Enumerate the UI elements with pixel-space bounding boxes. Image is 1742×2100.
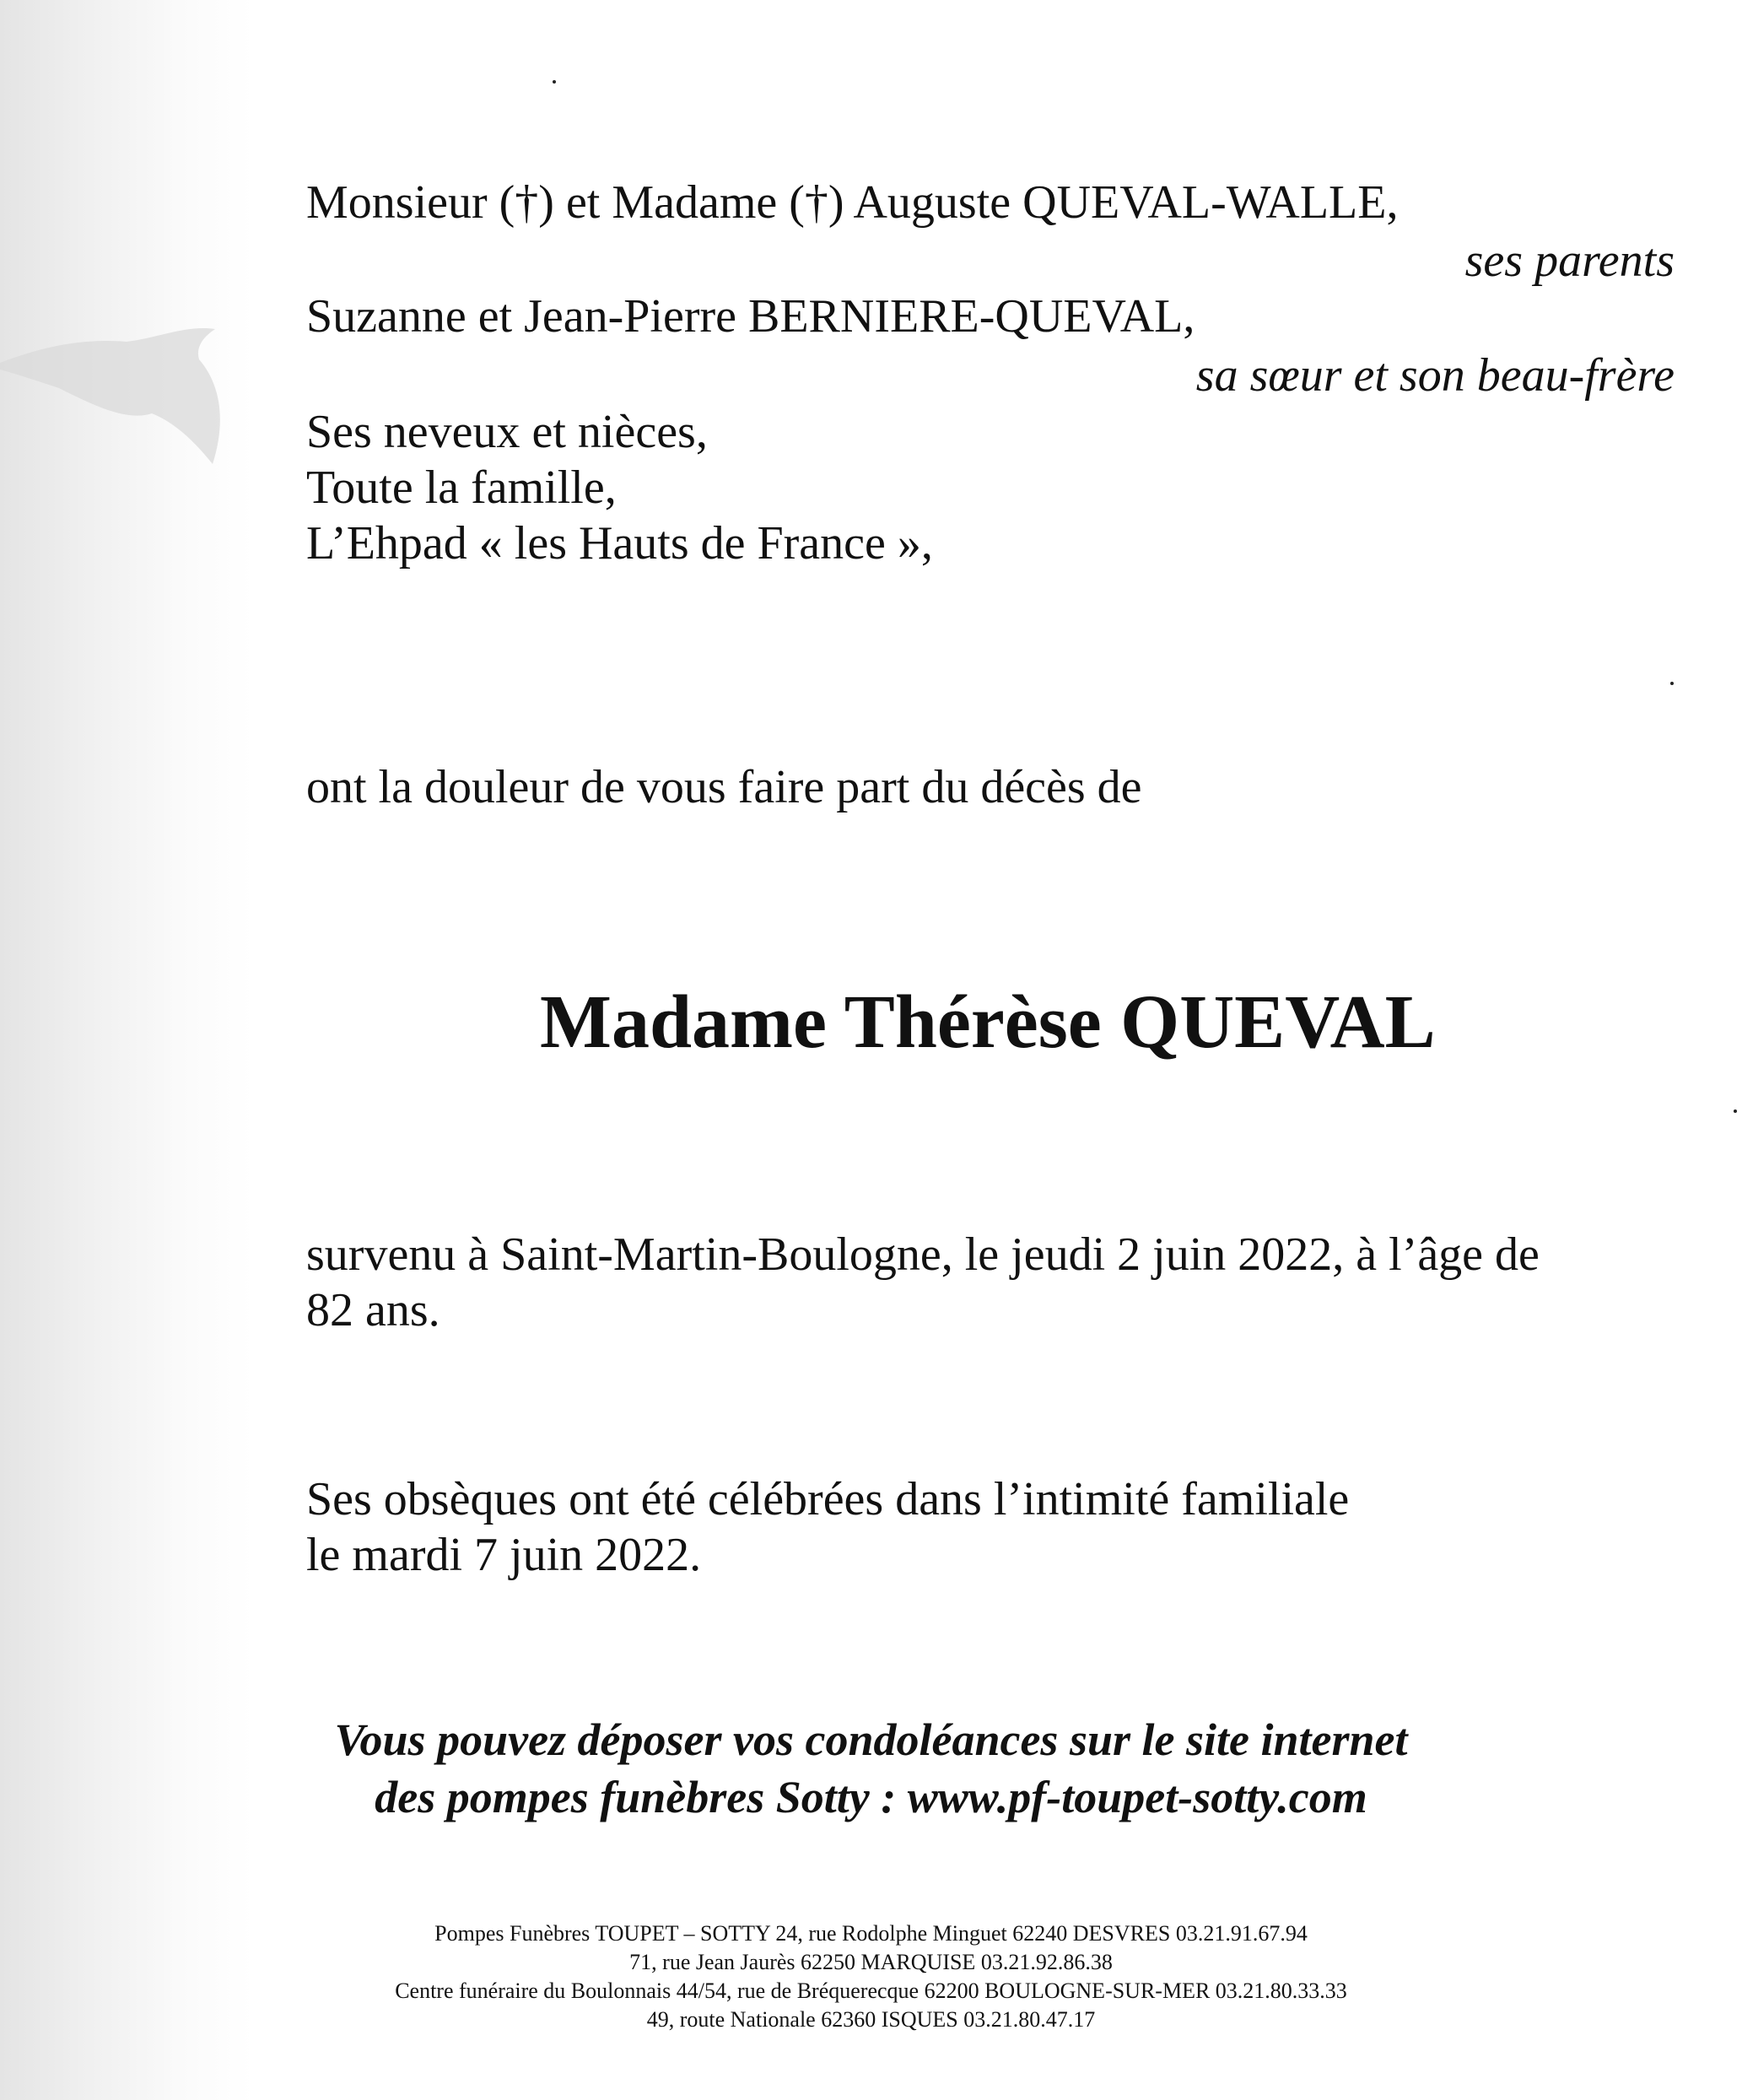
sister-relation: sa sœur et son beau-frère <box>1195 349 1675 402</box>
sister-names: Suzanne et Jean-Pierre BERNIERE-QUEVAL, <box>306 290 1195 343</box>
funeral-line-2: le mardi 7 juin 2022. <box>306 1529 702 1581</box>
condolence-line-1: Vous pouvez déposer vos condoléances sur le site internet <box>334 1714 1408 1765</box>
scan-speck <box>1734 1109 1737 1113</box>
dove-watermark-icon <box>0 304 253 489</box>
death-details-line-1: survenu à Saint-Martin-Boulogne, le jeudi 2 juin 2022, à l’âge de <box>306 1228 1540 1281</box>
parents-relation: ses parents <box>1464 235 1675 287</box>
footer-address-3: Centre funéraire du Boulonnais 44/54, rue de Bréquerecque 62200 BOULOGNE-SUR-MER 03.21.80.33.33 <box>395 1979 1347 2003</box>
funeral-line-1: Ses obsèques ont été célébrées dans l’intimité familiale <box>306 1473 1350 1525</box>
condolence-line-2: des pompes funèbres Sotty : www.pf-toupet-sotty.com <box>375 1772 1367 1822</box>
footer-address-1: Pompes Funèbres TOUPET – SOTTY 24, rue Rodolphe Minguet 62240 DESVRES 03.21.91.67.94 <box>434 1921 1308 1946</box>
announcement-intro: ont la douleur de vous faire part du décès de <box>306 761 1142 813</box>
parents-names: Monsieur (†) et Madame (†) Auguste QUEVAL-WALLE, <box>306 176 1399 229</box>
ehpad-line: L’Ehpad « les Hauts de France », <box>306 517 933 570</box>
scan-speck <box>553 80 556 84</box>
death-details-line-2: 82 ans. <box>306 1284 440 1336</box>
scan-speck <box>1670 682 1674 685</box>
nephews-line: Ses neveux et nièces, <box>306 406 708 458</box>
footer-address-4: 49, route Nationale 62360 ISQUES 03.21.80.47.17 <box>646 2007 1096 2032</box>
family-line: Toute la famille, <box>306 462 617 514</box>
deceased-name: Madame Thérèse QUEVAL <box>540 980 1436 1064</box>
footer-address-2: 71, rue Jean Jaurès 62250 MARQUISE 03.21.92.86.38 <box>629 1950 1113 1974</box>
